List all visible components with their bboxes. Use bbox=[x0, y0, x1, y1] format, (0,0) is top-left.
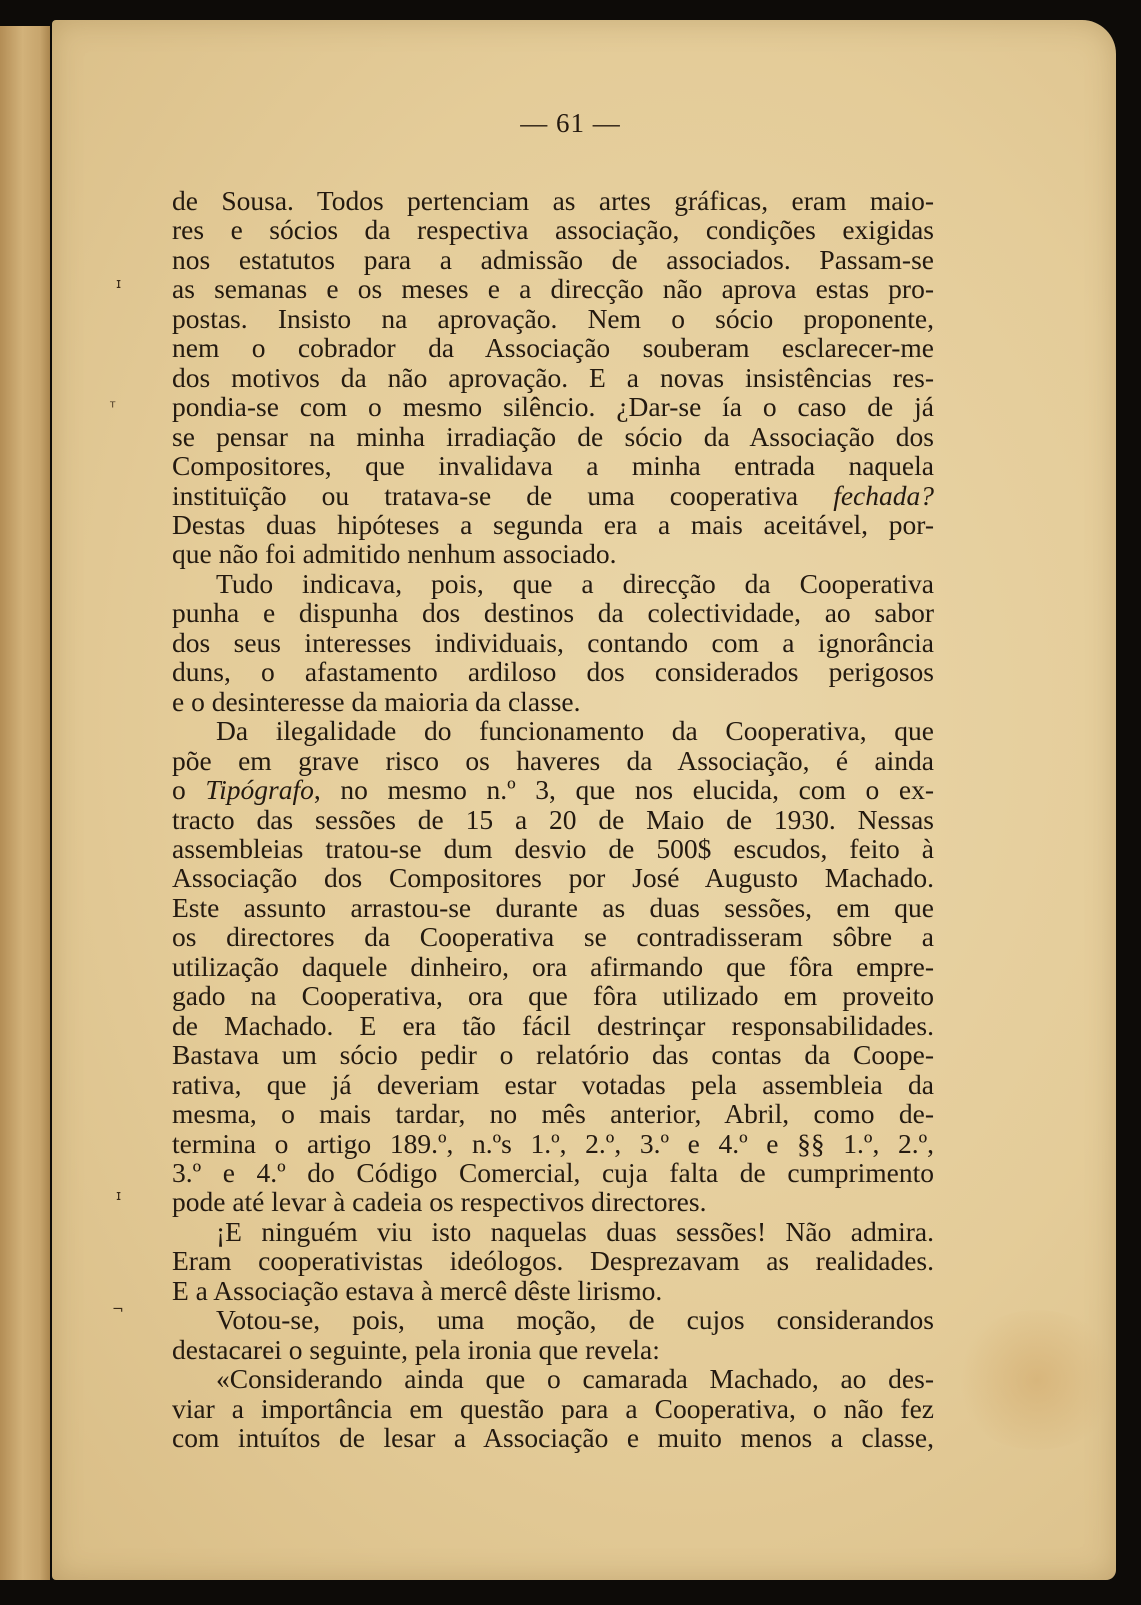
text-line: postas. Insisto na aprovação. Nem o sócio proponente, bbox=[172, 302, 934, 334]
margin-mark: ɪ bbox=[116, 276, 122, 292]
text-line: nem o cobrador da Associação souberam esclarecer-me bbox=[172, 332, 934, 364]
text-line: 3.º e 4.º do Código Comercial, cuja falta de cumprimento bbox=[172, 1156, 934, 1188]
text-line: de Machado. E era tão fácil destrinçar responsabilidades. bbox=[172, 1009, 934, 1041]
text-line: Tudo indicava, pois, que a direcção da Cooperativa bbox=[216, 567, 934, 599]
text-line: «Considerando ainda que o camarada Machado, ao des- bbox=[216, 1363, 934, 1395]
text-line: rativa, que já deveriam estar votadas pela assembleia da bbox=[172, 1068, 934, 1100]
text-line: mesma, o mais tardar, no mês anterior, Abril, como de- bbox=[172, 1098, 934, 1130]
text-line: res e sócios da respectiva associação, condições exigidas bbox=[172, 214, 934, 246]
text-line: duns, o afastamento ardiloso dos considerados perigosos bbox=[172, 656, 934, 688]
margin-mark: ɪ bbox=[116, 1188, 122, 1204]
text-line: gado na Cooperativa, ora que fôra utilizado em proveito bbox=[172, 980, 934, 1012]
page-number: — 61 — bbox=[520, 108, 621, 138]
text-line: Associação dos Compositores por José Augusto Machado. bbox=[172, 862, 934, 894]
text-line: os directores da Cooperativa se contradisseram sôbre a bbox=[172, 921, 934, 953]
margin-mark: ᵀ bbox=[110, 400, 116, 416]
text-line: dos motivos da não aprovação. E a novas insistências res- bbox=[172, 361, 934, 393]
text-line: Destas duas hipóteses a segunda era a mais aceitável, por- bbox=[172, 508, 934, 540]
text-line: que não foi admitido nenhum associado. bbox=[172, 538, 617, 570]
text-line: destacarei o seguinte, pela ironia que revela: bbox=[172, 1333, 660, 1365]
text-line: se pensar na minha irradiação de sócio da Associação dos bbox=[172, 420, 934, 452]
text-line: pode até levar à cadeia os respectivos directores. bbox=[172, 1186, 707, 1218]
text-line: Compositores, que invalidava a minha entrada naquela bbox=[172, 450, 934, 482]
text-line: o Tipógrafo, no mesmo n.º 3, que nos elucida, com o ex- bbox=[172, 774, 935, 806]
text-line: Eram cooperativistas ideólogos. Desprezavam as realidades. bbox=[172, 1245, 934, 1277]
paper-stain bbox=[952, 1310, 1122, 1450]
margin-mark: ¬ bbox=[112, 1302, 124, 1318]
text-line: assembleias tratou-se dum desvio de 500$ escudos, feito à bbox=[172, 832, 934, 864]
text-line: Este assunto arrastou-se durante as duas sessões, em que bbox=[172, 891, 934, 923]
text-line: Votou-se, pois, uma moção, de cujos considerandos bbox=[216, 1304, 934, 1336]
text-line: nos estatutos para a admissão de associados. Passam-se bbox=[172, 243, 934, 275]
text-line: E a Associação estava à mercê dêste lirismo. bbox=[172, 1274, 663, 1306]
text-line: termina o artigo 189.º, n.ºs 1.º, 2.º, 3.º e 4.º e §§ 1.º, 2.º, bbox=[172, 1127, 934, 1159]
text-line: tracto das sessões de 15 a 20 de Maio de 1930. Nessas bbox=[172, 803, 934, 835]
book-spine bbox=[0, 26, 50, 1580]
text-line: instituïção ou tratava-se de uma cooperativa fechada? bbox=[172, 479, 934, 511]
text-line: de Sousa. Todos pertenciam as artes gráficas, eram maio- bbox=[172, 185, 934, 216]
text-line: com intuítos de lesar a Associação e muito menos a classe, bbox=[172, 1422, 934, 1454]
text-line: pondia-se com o mesmo silêncio. ¿Dar-se ía o caso de já bbox=[172, 391, 934, 423]
text-line: ¡E ninguém viu isto naquelas duas sessões! Não admira. bbox=[216, 1215, 934, 1247]
text-line: punha e dispunha dos destinos da colectividade, ao sabor bbox=[172, 597, 934, 629]
text-line: e o desinteresse da maioria da classe. bbox=[172, 685, 581, 717]
text-line: dos seus interesses individuais, contando com a ignorância bbox=[172, 626, 934, 658]
text-line: põe em grave risco os haveres da Associação, é ainda bbox=[172, 744, 934, 776]
body-text bbox=[172, 186, 934, 1452]
text-line: Bastava um sócio pedir o relatório das contas da Coope- bbox=[172, 1039, 934, 1071]
text-line: utilização daquele dinheiro, ora afirmando que fôra empre- bbox=[172, 950, 934, 982]
text-line: viar a importância em questão para a Cooperativa, o não fez bbox=[172, 1392, 934, 1424]
text-line: as semanas e os meses e a direcção não aprova estas pro- bbox=[172, 273, 934, 305]
text-line: Da ilegalidade do funcionamento da Cooperativa, que bbox=[216, 715, 934, 747]
